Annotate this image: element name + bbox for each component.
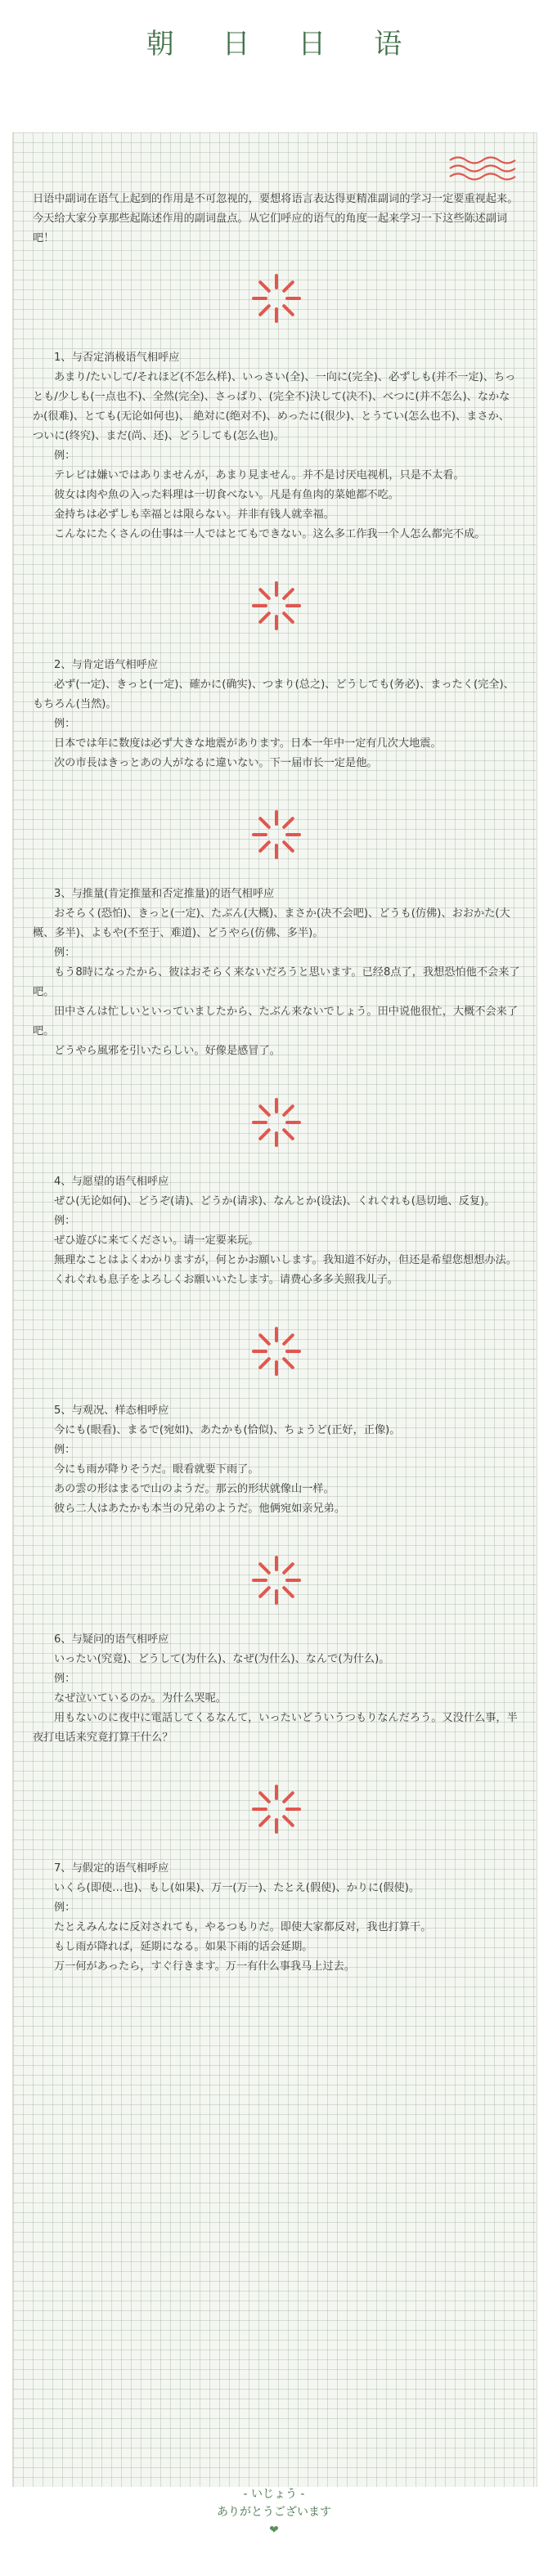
example-sentence: もし雨が降れば，延期になる。如果下雨的话会延期。: [54, 1941, 313, 1953]
section-body: いくら(即使…也)、もし(如果)、万一(万一)、たとえ(假使)、かりに(假使)。: [54, 1882, 420, 1894]
starburst-icon: [248, 1781, 305, 1838]
example-sentence: 田中さんは忙しいといっていましたから、たぶん来ないでしょう。田中说他很忙，大概不会来了吧。: [33, 1006, 519, 1037]
starburst-icon: [248, 1323, 305, 1380]
example-sentence: どうやら風邪を引いたらしい。好像是感冒了。: [54, 1045, 281, 1057]
example-sentence: なぜ泣いているのか。为什么哭呢。: [54, 1692, 227, 1705]
section-heading: 2、与肯定语气相呼应: [54, 659, 159, 671]
example-label: 例：: [54, 718, 76, 730]
example-label: 例：: [54, 1902, 76, 1914]
starburst-icon: [248, 270, 305, 327]
starburst-icon: [248, 577, 305, 634]
section-heading: 4、与愿望的语气相呼应: [54, 1176, 169, 1188]
example-sentence: 彼女は肉や魚の入った料理は一切食べない。凡是有鱼肉的菜她都不吃。: [54, 489, 399, 501]
sections-container: [33, 270, 520, 1988]
example-label: 例：: [54, 1444, 76, 1456]
section-body: 必ず(一定)、きっと(一定)、確かに(确实)、つまり(总之)、どうしても(务必)、まったく(完全)、もちろん(当然)。: [33, 679, 514, 710]
waves-decoration-icon: [448, 154, 522, 185]
footer-thanks: ありがとうございます: [217, 2506, 331, 2519]
starburst-icon: [248, 806, 305, 863]
section-heading: 1、与否定消极语气相呼应: [54, 352, 180, 364]
example-sentence: もう8時になったから、彼はおそらく来ないだろうと思います。已经8点了，我想恐怕他不会来了吧。: [33, 966, 520, 998]
section-heading: 5、与观况、样态相呼应: [54, 1404, 169, 1417]
example-sentence: たとえみんなに反対されても，やるつもりだ。即使大家都反对，我也打算干。: [54, 1921, 432, 1933]
example-sentence: 万一何があったら，すぐ行きます。万一有什么事我马上过去。: [54, 1960, 356, 1973]
page-title: 朝 日 日 语: [146, 28, 422, 60]
example-sentence: くれぐれも息子をよろしくお願いいたします。请费心多多关照我儿子。: [54, 1274, 398, 1286]
example-sentence: 金持ちは必ずしも幸福とは限らない。并非有钱人就幸福。: [54, 508, 335, 521]
example-sentence: あの雲の形はまるで山のようだ。那云的形状就像山一样。: [54, 1483, 335, 1495]
section-body: あまり/たいして/それほど(不怎么样)、いっさい(全)、一向に(完全)、必ずしも(并不一定)、ちっとも/少しも(一点也不)、全然(完全)、さっぱり、(完全不)決して(决不)、べつに(并不怎么)、なかなか(很难)、とても(无论如何也)、 絶対に(绝对不)、めったに(很少)、とうてい(怎么也不)、まさか、ついに(终究)、まだ(尚、还)、どうしても(怎么也)。: [33, 371, 516, 442]
example-label: 例：: [54, 1215, 76, 1227]
intro-paragraph: 日语中副词在语气上起到的作用是不可忽视的，要想将语言表达得更精准副词的学习一定要重视起来。今天给大家分享那些起陈述作用的副词盘点。从它们呼应的语气的角度一起来学习一下这些陈述副词吧！: [33, 193, 519, 244]
footer-ending: - いじょう -: [243, 2488, 305, 2501]
example-sentence: こんなにたくさんの仕事は一人ではとてもできない。这么多工作我一个人怎么都完不成。: [54, 528, 486, 540]
section-heading: 6、与疑问的语气相呼应: [54, 1633, 169, 1646]
section-body: ぜひ(无论如何)、どうぞ(请)、どうか(请求)、なんとか(设法)、くれぐれも(恳切地、反复)。: [54, 1195, 496, 1207]
section-body: いったい(究竟)、どうして(为什么)、なぜ(为什么)、なんで(为什么)。: [54, 1653, 390, 1665]
article-content: [33, 190, 520, 1988]
section-body: おそらく(恐怕)、きっと(一定)、たぶん(大概)、まさか(决不会吧)、どうも(仿佛)、おおかた(大概、多半)、よもや(不至于、难道)、どうやら(仿佛、多半)。: [33, 907, 510, 939]
example-sentence: 今にも雨が降りそうだ。眼看就要下雨了。: [54, 1463, 259, 1476]
example-sentence: 彼ら二人はあたかも本当の兄弟のようだ。他俩宛如亲兄弟。: [54, 1503, 346, 1515]
starburst-icon: [248, 1094, 305, 1151]
example-sentence: 日本では年に数度は必ず大きな地震があります。日本一年中一定有几次大地震。: [54, 737, 442, 750]
example-sentence: 無理なことはよくわかりますが，何とかお願いします。我知道不好办，但还是希望您想想办法。: [54, 1254, 518, 1266]
example-sentence: ぜひ遊びに来てください。请一定要来玩。: [54, 1234, 259, 1247]
heart-icon: ❤: [269, 2524, 279, 2537]
example-label: 例：: [54, 947, 76, 959]
section-heading: 3、与推量(肯定推量和否定推量)的语气相呼应: [54, 888, 275, 900]
example-sentence: 次の市長はきっとあの人がなるに違いない。下一届市长一定是他。: [54, 757, 378, 769]
example-label: 例：: [54, 450, 76, 462]
starburst-icon: [248, 1552, 305, 1609]
example-sentence: テレビは嫌いではありませんが，あまり見ません。并不是讨厌电视机，只是不太看。: [54, 469, 465, 482]
section-heading: 7、与假定的语气相呼应: [54, 1862, 169, 1875]
footer: [0, 2485, 548, 2539]
section-body: 今にも(眼看)、まるで(宛如)、あたかも(恰似)、ちょうど(正好，正像)。: [54, 1424, 401, 1436]
example-sentence: 用もないのに夜中に電話してくるなんて，いったいどういうつもりなんだろう。又没什么事，半夜打电话来究竟打算干什么？: [33, 1712, 518, 1744]
example-label: 例：: [54, 1673, 76, 1685]
